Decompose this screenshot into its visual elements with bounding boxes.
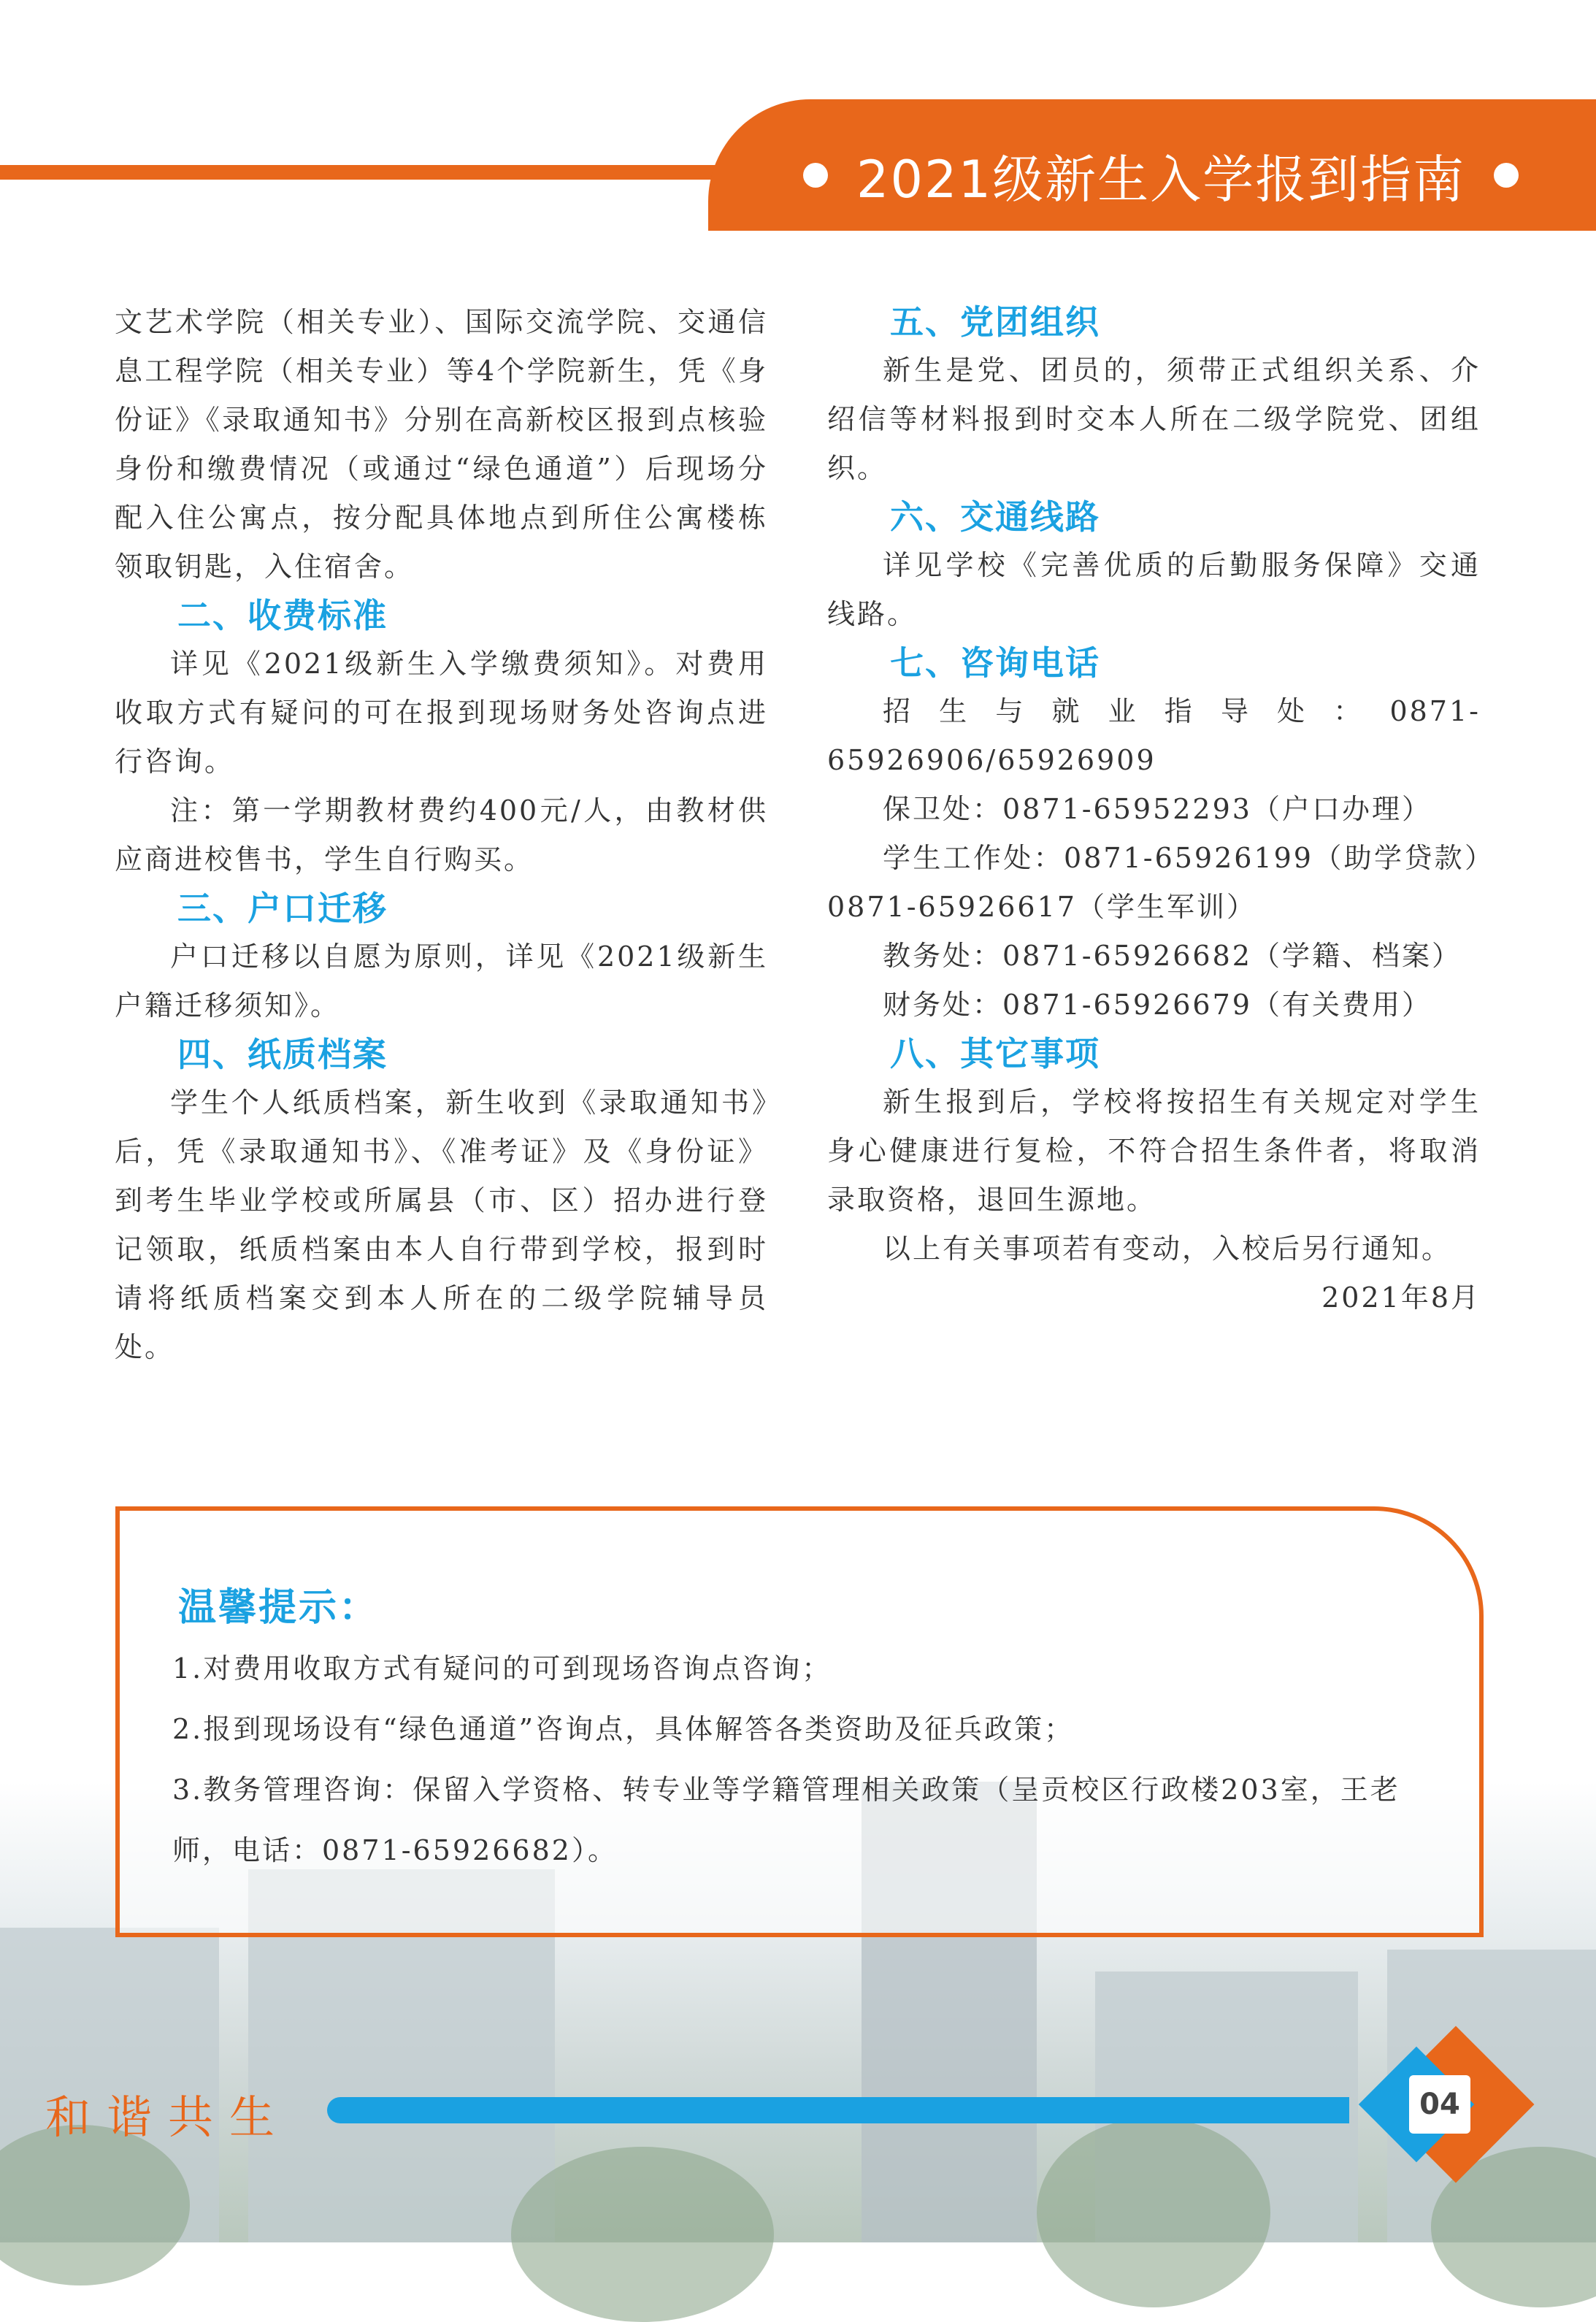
hukou-paragraph: 户口迁移以自愿为原则，详见《2021级新生户籍迁移须知》。 <box>115 940 768 1022</box>
section-heading-phones: 七、咨询电话 <box>890 643 1100 683</box>
section-heading-party: 五、党团组织 <box>890 302 1100 342</box>
tip-box <box>115 1506 1484 1937</box>
phone-line: 教务处：0871-65926682（学籍、档案） <box>883 940 1462 972</box>
party-paragraph: 新生是党、团员的，须带正式组织关系、介绍信等材料报到时交本人所在二级学院党、团组织。 <box>827 354 1481 484</box>
header-rule <box>0 165 730 180</box>
section-heading-other: 八、其它事项 <box>890 1034 1100 1073</box>
footer-slogan: 和谐共生 <box>45 2091 291 2144</box>
archives-paragraph: 学生个人纸质档案，新生收到《录取通知书》后，凭《录取通知书》、《准考证》及《身份证》到考生毕业学校或所属县（市、区）招办进行登记领取，纸质档案由本人自行带到学校，报到时请将纸质档案交到本人所在的二级学院辅导员处。 <box>115 1087 768 1363</box>
intro-paragraph: 文艺术学院（相关专业）、国际交流学院、交通信息工程学院（相关专业）等4个学院新生，凭《身份证》《录取通知书》分别在高新校区报到点核验身份和缴费情况（或通过“绿色通道”）后现场分配入住公寓点，按分配具体地点到所住公寓楼栋领取钥匙，入住宿舍。 <box>115 306 768 583</box>
tip-item: 1.对费用收取方式有疑问的可到现场咨询点咨询； <box>172 1652 832 1685</box>
section-heading-hukou: 三、户口迁移 <box>177 889 388 928</box>
section-heading-fees: 二、收费标准 <box>177 596 388 635</box>
page-title <box>803 131 1519 219</box>
bullet-dot-icon <box>803 163 828 188</box>
bullet-dot-icon <box>1494 163 1519 188</box>
phone-line: 财务处：0871-65926679（有关费用） <box>883 989 1432 1021</box>
document-date: 2021年8月 <box>1321 1281 1481 1314</box>
other-note: 以上有关事项若有变动，入校后另行通知。 <box>883 1233 1452 1265</box>
page-number: 04 <box>1409 2075 1470 2134</box>
page-title-text: 2021级新生入学报到指南 <box>856 149 1466 210</box>
other-paragraph: 新生报到后，学校将按招生有关规定对学生身心健康进行复检，不符合招生条件者，将取消录取资格，退回生源地。 <box>827 1086 1481 1216</box>
section-heading-archives: 四、纸质档案 <box>177 1035 388 1074</box>
footer-bar <box>327 2097 1349 2123</box>
tip-title: 温馨提示： <box>178 1586 380 1630</box>
section-heading-transport: 六、交通线路 <box>890 497 1100 537</box>
phone-line: 招生与就业指导处：0871-65926906/65926909 <box>827 695 1481 776</box>
left-column <box>115 298 768 1372</box>
phone-line: 学生工作处：0871-65926199（助学贷款）0871-65926617（学生军训） <box>827 842 1481 923</box>
right-column <box>827 298 1481 1322</box>
phone-line: 保卫处：0871-65952293（户口办理） <box>883 793 1432 825</box>
tip-item: 3.教务管理咨询：保留入学资格、转专业等学籍管理相关政策（呈贡校区行政楼203室，王老师，电话：0871-65926682）。 <box>172 1774 1400 1866</box>
fees-note: 注：第一学期教材费约400元/人，由教材供应商进校售书，学生自行购买。 <box>115 794 768 875</box>
tip-list <box>172 1639 1443 1881</box>
fees-paragraph: 详见《2021级新生入学缴费须知》。对费用收取方式有疑问的可在报到现场财务处咨询点进行咨询。 <box>115 648 768 778</box>
tip-item: 2.报到现场设有“绿色通道”咨询点，具体解答各类资助及征兵政策； <box>172 1713 1075 1745</box>
transport-paragraph: 详见学校《完善优质的后勤服务保障》交通线路。 <box>827 549 1481 630</box>
